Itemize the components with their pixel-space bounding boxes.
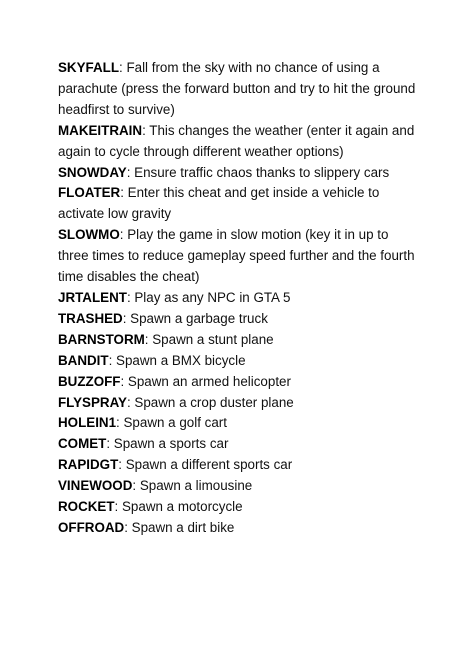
cheat-entry-skyfall (58, 58, 418, 121)
cheat-description: : Enter this cheat and get inside a vehicle to activate low gravity (58, 185, 380, 222)
cheat-entry-snowday (58, 163, 418, 184)
cheat-code: RAPIDGT (58, 457, 119, 473)
cheat-description: : Spawn a limousine (132, 478, 253, 494)
cheat-description: : Spawn a dirt bike (124, 519, 235, 535)
cheat-code: SKYFALL (58, 60, 120, 75)
cheat-description: : Play as any NPC in GTA 5 (126, 289, 291, 305)
cheat-code: FLOATER (58, 185, 121, 201)
cheat-code: SLOWMO (58, 227, 120, 243)
cheat-code: SNOWDAY (58, 164, 127, 180)
cheat-entry-jrtalent (58, 288, 418, 309)
cheat-description: : Play the game in slow motion (key it in up to three times to reduce gameplay speed further and the fourth time disables the cheat) (58, 227, 415, 285)
cheat-code: OFFROAD (58, 519, 125, 535)
cheat-description: : Spawn a stunt plane (144, 331, 274, 347)
cheat-list (58, 58, 418, 539)
cheat-code: HOLEIN1 (58, 415, 117, 431)
cheat-entry-rocket (58, 497, 418, 518)
cheat-description: : Spawn a different sports car (118, 457, 293, 473)
cheat-description: : Spawn a crop duster plane (126, 394, 294, 410)
cheat-code: ROCKET (58, 499, 115, 515)
cheat-description: : Fall from the sky with no chance of using a parachute (press the forward button and try to hit the ground headfirst to survive) (58, 60, 416, 117)
cheat-code: JRTALENT (58, 289, 127, 305)
cheat-entry-holein1 (58, 413, 418, 434)
cheat-entry-barnstorm (58, 330, 418, 351)
cheat-entry-bandit (58, 351, 418, 372)
cheat-entry-flyspray (58, 393, 418, 414)
cheat-code: COMET (58, 436, 107, 452)
cheat-description: : Spawn a BMX bicycle (108, 352, 246, 368)
cheat-code: FLYSPRAY (58, 394, 127, 410)
cheat-entry-comet (58, 434, 418, 455)
cheat-entry-trashed (58, 309, 418, 330)
cheat-code: BANDIT (58, 352, 109, 368)
cheat-description: : Spawn a motorcycle (114, 499, 243, 515)
cheat-entry-floater (58, 183, 418, 225)
cheat-entry-slowmo (58, 225, 418, 288)
cheat-entry-offroad (58, 518, 418, 539)
cheat-code: MAKEITRAIN (58, 122, 143, 138)
cheat-code: BARNSTORM (58, 331, 145, 347)
cheat-entry-makeitrain (58, 121, 418, 163)
cheat-entry-buzzoff (58, 372, 418, 393)
cheat-code: BUZZOFF (58, 373, 121, 389)
cheat-entry-rapidgt (58, 455, 418, 476)
cheat-description: : This changes the weather (enter it again and again to cycle through different weather options) (58, 122, 415, 159)
cheat-description: : Spawn a golf cart (116, 415, 227, 431)
cheat-code: TRASHED (58, 310, 123, 326)
cheat-description: : Ensure traffic chaos thanks to slippery cars (126, 164, 390, 180)
cheat-description: : Spawn an armed helicopter (120, 373, 291, 389)
cheat-description: : Spawn a garbage truck (122, 310, 268, 326)
cheat-entry-vinewood (58, 476, 418, 497)
cheat-code: VINEWOOD (58, 478, 133, 494)
cheat-description: : Spawn a sports car (106, 436, 229, 452)
